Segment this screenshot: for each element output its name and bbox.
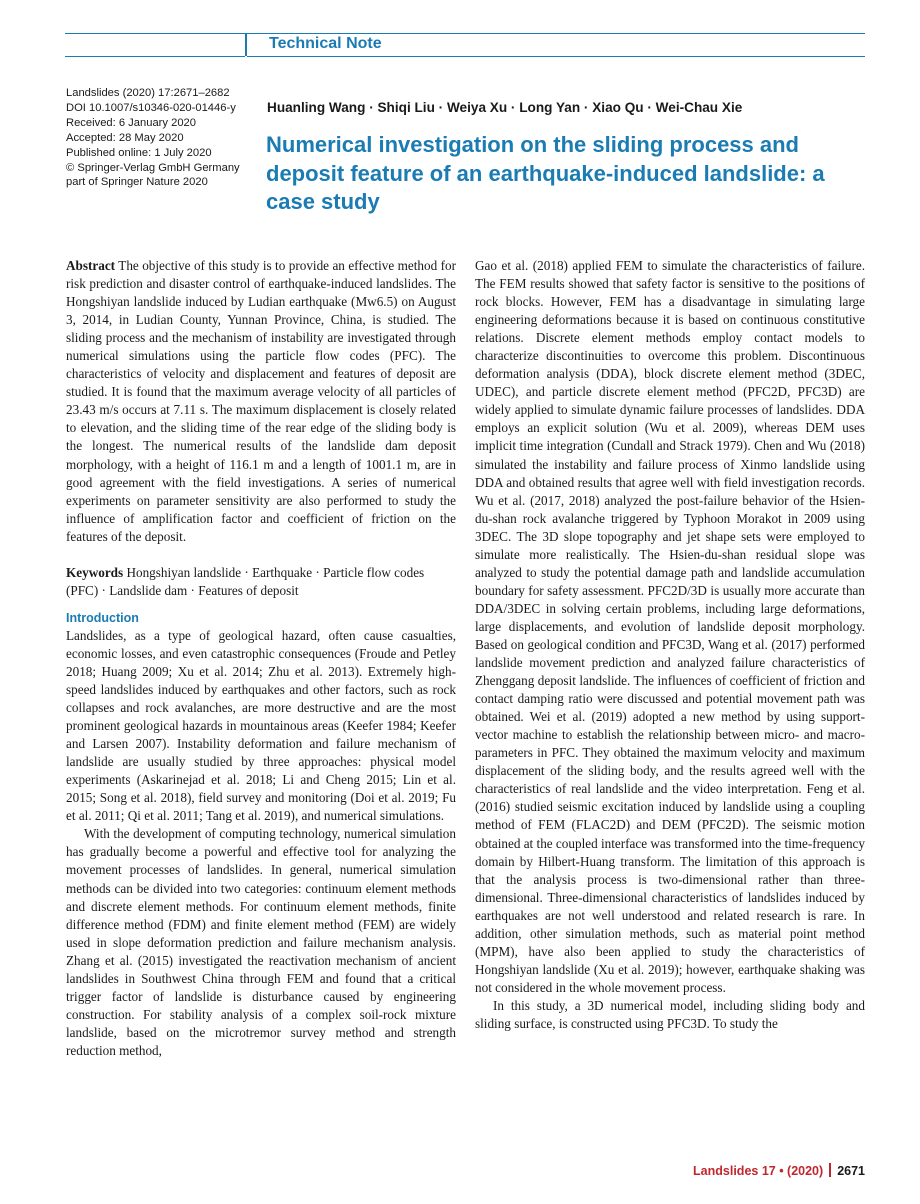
- intro-paragraph-1: Landslides, as a type of geological hazard, often cause casualties, economic losses, and even catastrophic consequences (Froude and Petley 2018; Huang 2009; Xu et al. 2014; Zhu et al. 2013). Extremely high-speed landslides induced by earthquakes and other factors, such as rock collapses and rock avalanches, are more destructive and are the most prominent geological hazards in mountainous areas (Keefer 1984; Keefer and Larsen 2007). Instability deformation and failure mechanism of landslide are usually studied by three approaches: physical model experiments (Askarinejad et al. 2018; Li and Cheng 2015; Lin et al. 2015; Song et al. 2018), field survey and monitoring (Doi et al. 2019; Fu et al. 2011; Qi et al. 2011; Tang et al. 2019), and numerical simulations.: [66, 627, 456, 824]
- left-column: [66, 257, 456, 1060]
- meta-doi[interactable]: DOI 10.1007/s10346-020-01446-y: [66, 101, 236, 114]
- meta-journal: Landslides (2020) 17:2671–2682: [66, 87, 230, 99]
- introduction-heading: Introduction: [66, 610, 139, 625]
- author-list: Huanling Wang · Shiqi Liu · Weiya Xu · Long Yan · Xiao Qu · Wei-Chau Xie: [267, 100, 743, 115]
- intro-paragraph-2: With the development of computing technology, numerical simulation has gradually become a powerful and effective tool for analyzing the movement processes of landslides. In general, numerical simulation methods can be divided into two categories: continuum element methods and discrete element methods. For continuum element methods, finite difference method (FDM) and finite element method (FEM) are widely used in slope deformation prediction and failure mechanism analysis. Zhang et al. (2015) investigated the reactivation mechanism of ancient landslides in Southwest China through FEM and found that a critical trigger factor of landslide is disturbance caused by engineering construction. For stability analysis of a complex soil-rock mixture landslide, based on the microtremor survey method and strength reduction method,: [66, 826, 456, 1058]
- abstract-text: The objective of this study is to provide an effective method for risk prediction and disaster control of earthquake-induced landslides. The Hongshiyan landslide induced by Ludian earthquake (Mw6.5) on August 3, 2014, in Ludian County, Yunnan Province, China, is studied. The sliding process and the mechanism of instability are investigated through numerical simulations using the particle flow codes (PFC). The characteristics of velocity and displacement and features of deposit are studied. It is found that the maximum average velocity of all particles of 23.43 m/s occurs at 7.11 s. The maximum displacement is closely related to elevation, and the sliding time of the rear edge of the sliding body is the longest. The numerical results of the landslide dam deposit morphology, with a height of 116.1 m and a length of 1001.1 m, are in good agreement with the field investigations. A series of numerical experiments on parameter sensitivity are also performed to study the influence of amplification factor and coefficient of friction on the features of the deposit.: [66, 258, 456, 544]
- header-left-box: [65, 33, 245, 57]
- footer-journal: Landslides 17 • (2020): [693, 1164, 824, 1178]
- abstract: [66, 257, 456, 546]
- section-header-band: [65, 33, 865, 55]
- article-title: Numerical investigation on the sliding process and deposit feature of an earthquake-induced landslide: a case study: [266, 132, 825, 215]
- meta-received: Received: 6 January 2020: [66, 116, 196, 129]
- keywords-text: Hongshiyan landslide · Earthquake · Particle flow codes (PFC) · Landslide dam · Features of deposit: [66, 564, 425, 598]
- meta-copyright: © Springer-Verlag GmbH Germany: [66, 161, 240, 174]
- intro-paragraph-3: Gao et al. (2018) applied FEM to simulate the characteristics of failure. The FEM results showed that safety factor is sensitive to the positions of rock blocks. However, FEM has a disadvantage in simulating large engineering deformations because it is based on continuous constitutive relations. Discrete element methods employ contact models to characterize discontinuities to overcome this problem. Discontinuous deformation analysis (DDA), block discrete element method (3DEC, UDEC), and particle discrete element method (PFC2D, PFC3D) are widely applied to simulate dynamic failure processes of landslides. DDA employs an explicit solution (Wu et al. 2009), whereas DEM uses implicit time integration (Cundall and Strack 1979). Chen and Wu (2018) simulated the instability and failure process of Xinmo landslide using DDA and obtained results that agree well with field investigation records. Wu et al. (2017, 2018) analyzed the post-failure behavior of the Hsien-du-shan rock avalanche triggered by Typhoon Morakot in 2009 using 3DEC. The 3D slope topography and jet shape sets were employed to simulate more realistically. The Hsien-du-shan residual slope was analyzed to study the potential damage path and landslide accumulation boundary for safety assessment. PFC2D/3D is usually more accurate than DDA/3DEC in solving certain problems, including large deformations, large displacements, and evolution of landslide deposit morphology. Based on geological condition and PFC3D, Wang et al. (2017) performed landslide movement prediction and analyzed failure characteristics of Zhenggang deposit landslide. The influences of coefficient of friction and contact damping ratio were discussed and potential movement path was obtained. Wei et al. (2019) adopted a new method by using support-vector machine to establish the relationship between micro- and macro-parameters in PFC. They obtained the maximum velocity and maximum displacement of the sliding body, and the results agreed well with the characteristics of real landslide and the video interpretation. Feng et al. (2016) studied seismic excitation induced by landslide using a coupling method of FEM (FLAC2D) and DEM (PFC2D). The seismic motion obtained at the coupled interface was transformed into the time-frequency domain by Hilbert-Huang transform. The limitation of this approach is that the analysis process is two-dimensional rather than three-dimensional. Three-dimensional characteristics of landslides induced by earthquakes are not well understood and related research is rare. In addition, other simulation methods, such as material point method (MPM), have also been applied to study the characteristics of Hongshiyan landslide (Xu et al. 2019); however, earthquake shaking was not considered in the whole movement process.: [475, 258, 865, 995]
- meta-published: Published online: 1 July 2020: [66, 146, 212, 159]
- meta-accepted: Accepted: 28 May 2020: [66, 131, 184, 144]
- section-label: Technical Note: [269, 35, 382, 52]
- keywords: [66, 564, 456, 600]
- article-meta: [66, 86, 251, 190]
- page-footer: [693, 1163, 865, 1178]
- intro-paragraph-4: In this study, a 3D numerical model, including sliding body and sliding surface, is constructed using PFC3D. To study the: [475, 997, 865, 1031]
- right-column: [475, 257, 865, 1033]
- meta-copyright-2: part of Springer Nature 2020: [66, 176, 208, 189]
- abstract-heading: Abstract: [66, 258, 116, 273]
- footer-divider: [829, 1163, 831, 1177]
- keywords-heading: Keywords: [66, 564, 124, 580]
- page-number: 2671: [837, 1164, 865, 1178]
